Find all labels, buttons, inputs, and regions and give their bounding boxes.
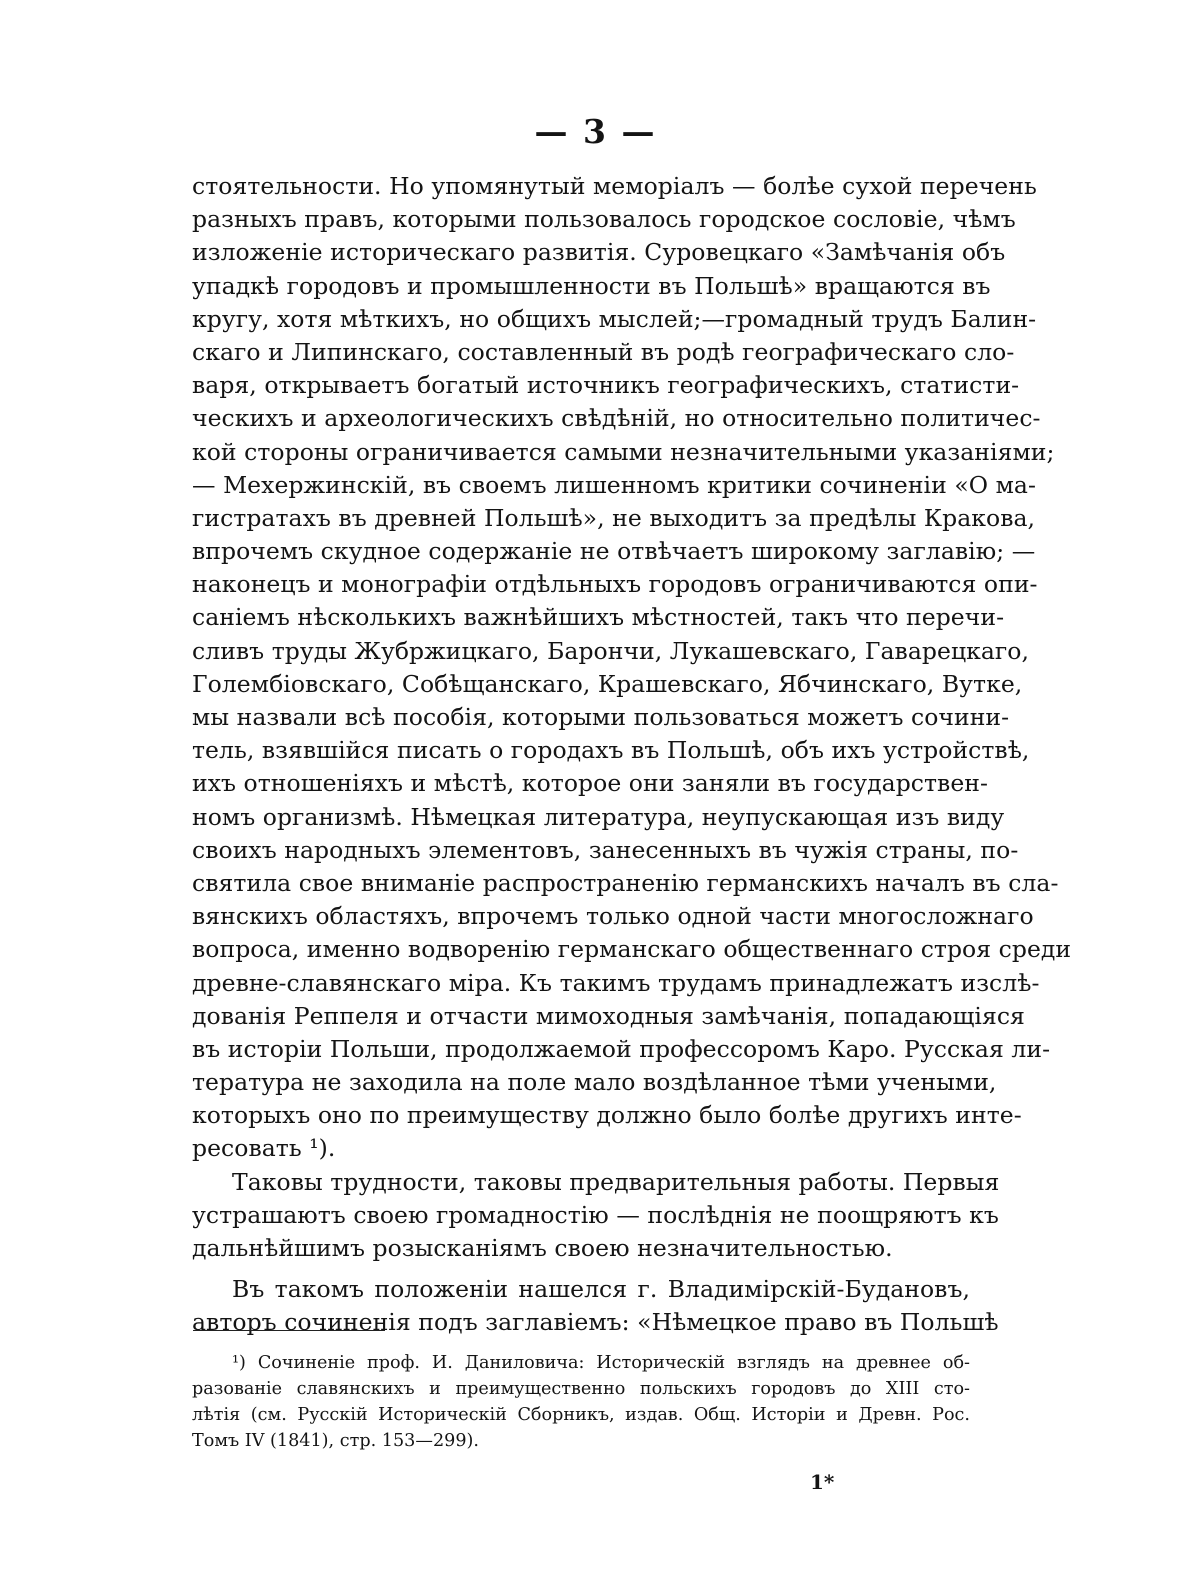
- text-line: сливъ труды Жубржицкаго, Барончи, Лукашевскаго, Гаварецкаго,: [192, 636, 1029, 665]
- text-line: Таковы трудности, таковы предварительныя работы. Первыя: [232, 1167, 1000, 1196]
- text-line: своихъ народныхъ элементовъ, занесенныхъ въ чужія страны, по-: [192, 835, 1019, 864]
- text-line: кой стороны ограничивается самыми незначительными указаніями;: [192, 437, 1055, 466]
- text-line: вопроса, именно водворенію германскаго общественнаго строя среди: [192, 935, 1072, 964]
- text-line: номъ организмѣ. Нѣмецкая литература, неупускающая изъ виду: [192, 802, 1005, 831]
- text-line: ресовать ¹).: [192, 1134, 336, 1163]
- footnote-divider: [193, 1330, 385, 1331]
- text-line: ческихъ и археологическихъ свѣдѣній, но относительно политичес-: [192, 404, 1041, 433]
- text-line: варя, открываетъ богатый источникъ географическихъ, статисти-: [192, 371, 1020, 400]
- signature-mark: 1*: [810, 1470, 835, 1494]
- text-line: стоятельности. Но упомянутый меморіалъ — болѣе сухой перечень: [192, 172, 1037, 200]
- text-line: кругу, хотя мѣткихъ, но общихъ мыслей;—громадный трудъ Балин-: [192, 304, 1037, 333]
- text-line: изложеніе историческаго развитія. Суровецкаго «Замѣчанія объ: [192, 238, 1006, 267]
- text-line: саніемъ нѣсколькихъ важнѣйшихъ мѣстностей, такъ что перечи-: [192, 603, 1005, 632]
- text-line: разныхъ правъ, которыми пользовалось городское сословіе, чѣмъ: [192, 205, 1016, 234]
- text-line: въ исторіи Польши, продолжаемой профессоромъ Каро. Русская ли-: [192, 1034, 1051, 1063]
- text-line: святила свое вниманіе распространенію германскихъ началъ въ сла-: [192, 868, 1059, 897]
- text-line: устрашаютъ своею громадностію — послѣднія не поощряютъ къ: [192, 1200, 999, 1229]
- footnote-line: ¹) Сочиненіе проф. И. Даниловича: Историческій взглядъ на древнее об-: [232, 1353, 970, 1373]
- footnote-line: Томъ IV (1841), стр. 153—299).: [192, 1431, 479, 1451]
- text-line: дованія Реппеля и отчасти мимоходныя замѣчанія, попадающіяся: [192, 1001, 1025, 1030]
- text-line: мы назвали всѣ пособія, которыми пользоваться можетъ сочини-: [192, 703, 1010, 731]
- text-line: вянскихъ областяхъ, впрочемъ только одной части многосложнаго: [192, 902, 1034, 931]
- text-line: наконецъ и монографіи отдѣльныхъ городовъ ограничиваются опи-: [192, 570, 1038, 599]
- text-line: — Мехержинскій, въ своемъ лишенномъ критики сочиненіи «О ма-: [192, 470, 1036, 499]
- footnote-line: разованіе славянскихъ и преимущественно польскихъ городовъ до XIII сто-: [192, 1379, 970, 1399]
- text-line: которыхъ оно по преимуществу должно было болѣе другихъ инте-: [192, 1101, 1022, 1130]
- text-line: упадкѣ городовъ и промышленности въ Польшѣ» вращаются въ: [192, 271, 991, 300]
- text-line: тель, взявшійся писать о городахъ въ Польшѣ, объ ихъ устройствѣ,: [192, 736, 1030, 765]
- text-line: Голембіовскаго, Собѣщанскаго, Крашевскаго, Ябчинскаго, Вутке,: [192, 669, 1023, 698]
- text-line: дальнѣйшимъ розысканіямъ своею незначительностью.: [192, 1234, 893, 1262]
- footnote-line: лѣтія (см. Русскій Историческій Сборникъ, издав. Общ. Исторіи и Древн. Рос.: [192, 1405, 970, 1425]
- text-line: авторъ сочиненія подъ заглавіемъ: «Нѣмецкое право въ Польшѣ: [192, 1308, 999, 1337]
- text-line: тература не заходила на поле мало воздѣланное тѣми учеными,: [192, 1068, 997, 1097]
- text-line: древне-славянскаго міра. Къ такимъ трудамъ принадлежатъ изслѣ-: [192, 968, 1040, 997]
- footnotes: [192, 1350, 970, 1454]
- main-text: [192, 170, 1072, 1340]
- text-line: ихъ отношеніяхъ и мѣстѣ, которое они заняли въ государствен-: [192, 769, 988, 798]
- page-number: — 3 —: [534, 112, 657, 151]
- text-line: гистратахъ въ древней Польшѣ», не выходитъ за предѣлы Кракова,: [192, 503, 1036, 532]
- text-line: впрочемъ скудное содержаніе не отвѣчаетъ широкому заглавію; —: [192, 537, 1036, 566]
- text-line: Въ такомъ положеніи нашелся г. Владимірскій-Будановъ,: [232, 1275, 970, 1304]
- text-line: скаго и Липинскаго, составленный въ родѣ географическаго сло-: [192, 337, 1015, 366]
